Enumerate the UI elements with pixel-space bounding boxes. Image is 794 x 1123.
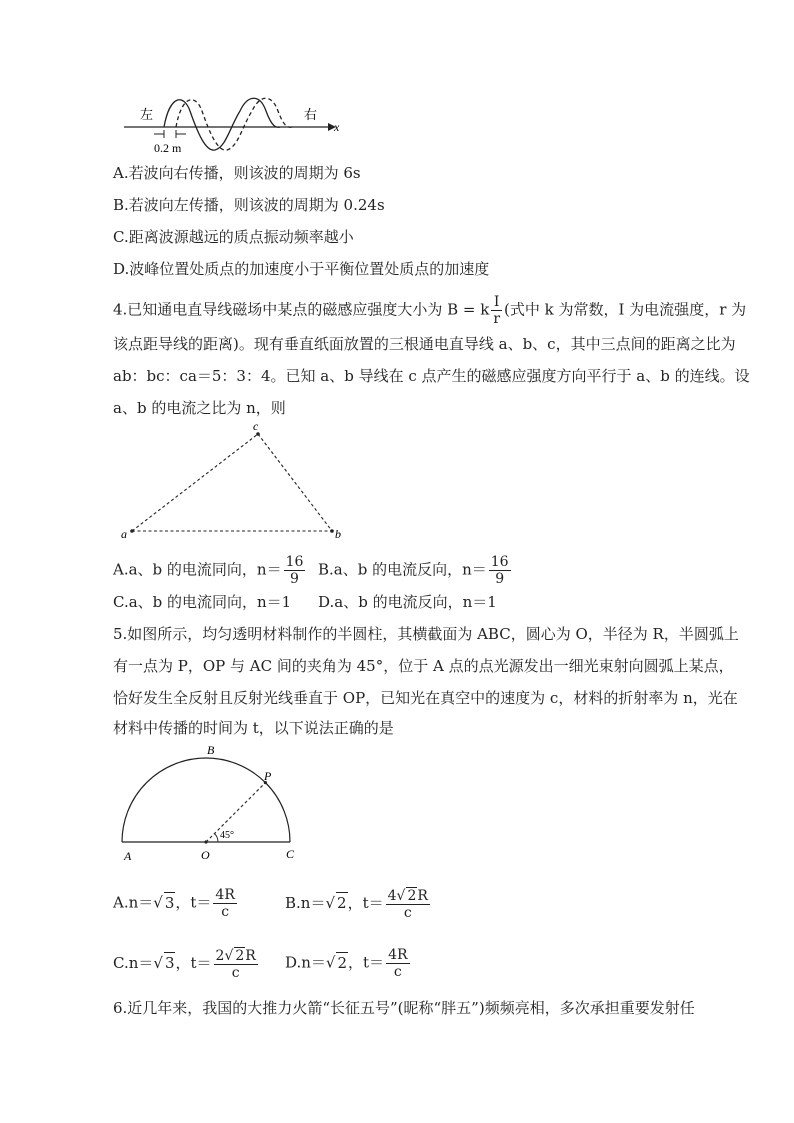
sqrt-icon: √ xyxy=(396,888,406,904)
q5-option-d-radicand: 2 xyxy=(337,953,348,972)
label-A: A xyxy=(124,849,132,863)
side-ac xyxy=(132,434,258,531)
sqrt-icon: √ xyxy=(153,893,163,912)
point-o xyxy=(204,840,207,843)
q5-option-b-num-radicand: 2 xyxy=(407,888,417,904)
wave-figure xyxy=(118,92,358,158)
label-P: P xyxy=(264,769,272,783)
q5-line-3: 恰好发生全反射且反射光线垂直于 OP，已知光在真空中的速度为 c，材料的折射率为 n，光在 xyxy=(113,689,738,707)
q5-option-c xyxy=(113,947,260,981)
q3-option-b: B.若波向左传播，则该波的周期为 0.24s xyxy=(113,196,385,214)
q5-option-c-radicand: 3 xyxy=(164,954,175,972)
q5-option-b-den: c xyxy=(403,905,412,921)
q4-option-a-num: 16 xyxy=(285,554,304,570)
q4-line-1-pre: 4.已知通电直导线磁场中某点的磁感应强度大小为 B = k xyxy=(113,300,490,319)
radius-op xyxy=(206,783,265,842)
q5-option-a-fraction xyxy=(213,887,236,920)
wave-dashed xyxy=(176,98,292,150)
q4-line-2: 该点距导线的距离)。现有垂直纸面放置的三根通电直导线 a、b、c，其中三点间的距离之比为 xyxy=(113,335,736,353)
semicircle-figure xyxy=(114,740,314,864)
q4-line-1 xyxy=(113,294,746,327)
q4-option-b-den: 9 xyxy=(495,571,505,587)
q4-option-a-den: 9 xyxy=(290,571,299,587)
wave-left-label: 左 xyxy=(140,107,154,122)
q4-option-c: C.a、b 的电流同向，n＝1 xyxy=(113,593,292,611)
q3-option-c: C.距离波源越远的质点振动频率越小 xyxy=(113,228,354,246)
q5-option-a-num: 4R xyxy=(215,887,235,903)
q5-option-d-den: c xyxy=(393,964,402,980)
q5-option-d xyxy=(285,947,412,980)
q5-option-b xyxy=(285,887,432,921)
q5-option-b-num-tail: R xyxy=(417,888,428,904)
label-O: O xyxy=(201,848,210,862)
q4-option-d: D.a、b 的电流反向，n＝1 xyxy=(318,593,497,611)
wave-right-label: 右 xyxy=(304,107,318,122)
q4-option-a-fraction xyxy=(284,554,306,587)
q6-line-1: 6.近几年来，我国的大推力火箭“长征五号”(昵称“胖五”)频频亮相，多次承担重要发射任 xyxy=(113,999,695,1017)
q5-option-a-pre: A.n＝ xyxy=(113,893,154,912)
q5-option-c-fraction xyxy=(214,947,258,981)
q5-option-a-den: c xyxy=(221,904,230,920)
q5-line-1: 5.如图所示，均匀透明材料制作的半圆柱，其横截面为 ABC，圆心为 O，半径为 R，半圆弧上 xyxy=(113,625,739,643)
q5-option-d-t: ，t＝ xyxy=(348,953,385,972)
x-axis-label: x xyxy=(334,120,340,134)
q5-option-a xyxy=(113,887,239,920)
angle-arc xyxy=(215,834,219,843)
q5-option-d-fraction xyxy=(386,947,409,980)
q5-option-b-fraction xyxy=(386,887,430,921)
q5-option-d-pre: D.n＝ xyxy=(285,953,326,972)
q5-option-c-num-coef: 2 xyxy=(215,948,225,964)
q5-line-4: 材料中传播的时间为 t，以下说法正确的是 xyxy=(113,719,394,737)
q5-option-d-num: 4R xyxy=(388,947,408,963)
sqrt-icon: √ xyxy=(325,953,336,972)
q5-option-c-t: ，t＝ xyxy=(175,954,212,972)
q4-line-4: a、b 的电流之比为 n，则 xyxy=(113,399,286,417)
q4-line-3: ab：bc：ca＝5：3：4。已知 a、b 导线在 c 点产生的磁感应强度方向平行于 a、b 的连线。设 xyxy=(113,367,750,385)
q5-option-a-radicand: 3 xyxy=(164,893,175,912)
q5-option-c-pre: C.n＝ xyxy=(113,954,154,972)
label-c: c xyxy=(253,420,259,433)
label-a: a xyxy=(121,527,127,541)
q5-option-a-t: ，t＝ xyxy=(175,893,212,912)
sqrt-icon: √ xyxy=(325,894,336,912)
q4-option-b-text: B.a、b 的电流反向，n＝ xyxy=(318,560,487,579)
label-C: C xyxy=(286,847,295,861)
q5-option-c-den: c xyxy=(231,965,240,981)
q5-option-c-num-tail: R xyxy=(245,948,256,964)
q4-option-b xyxy=(318,554,513,587)
q5-option-b-radicand: 2 xyxy=(337,894,347,912)
q5-option-b-num-coef: 4 xyxy=(387,888,397,904)
distance-label: 0.2 m xyxy=(154,141,182,155)
b-formula-fraction xyxy=(491,294,502,327)
q5-line-2: 有一点为 P，OP 与 AC 间的夹角为 45°，位于 A 点的点光源发出一细光束射向圆弧上某点， xyxy=(113,657,734,675)
q4-option-a-text: A.a、b 的电流同向，n＝ xyxy=(113,560,282,579)
q4-option-b-fraction xyxy=(489,554,511,587)
q5-option-b-pre: B.n＝ xyxy=(285,894,326,912)
sqrt-icon: √ xyxy=(224,948,234,964)
q5-option-b-num xyxy=(386,887,430,905)
q3-option-d: D.波峰位置处质点的加速度小于平衡位置处质点的加速度 xyxy=(113,260,490,278)
label-B: B xyxy=(207,743,215,757)
side-bc xyxy=(258,434,332,531)
label-b: b xyxy=(335,527,341,541)
q5-option-b-t: ，t＝ xyxy=(347,894,384,912)
sqrt-icon: √ xyxy=(153,954,163,972)
triangle-figure xyxy=(116,420,352,544)
q4-line-1-post: (式中 k 为常数，I 为电流强度，r 为 xyxy=(504,300,747,319)
point-b xyxy=(330,529,334,533)
b-formula-num: I xyxy=(491,294,502,311)
label-angle: 45° xyxy=(220,830,234,841)
q5-option-c-num xyxy=(214,947,258,965)
b-formula-den: r xyxy=(493,311,501,327)
q4-option-b-num: 16 xyxy=(490,554,509,570)
q4-option-a xyxy=(113,554,307,587)
wave-solid xyxy=(164,98,280,150)
point-a xyxy=(130,529,134,533)
q3-option-a: A.若波向右传播，则该波的周期为 6s xyxy=(113,164,361,182)
q5-option-c-num-radicand: 2 xyxy=(235,948,245,964)
